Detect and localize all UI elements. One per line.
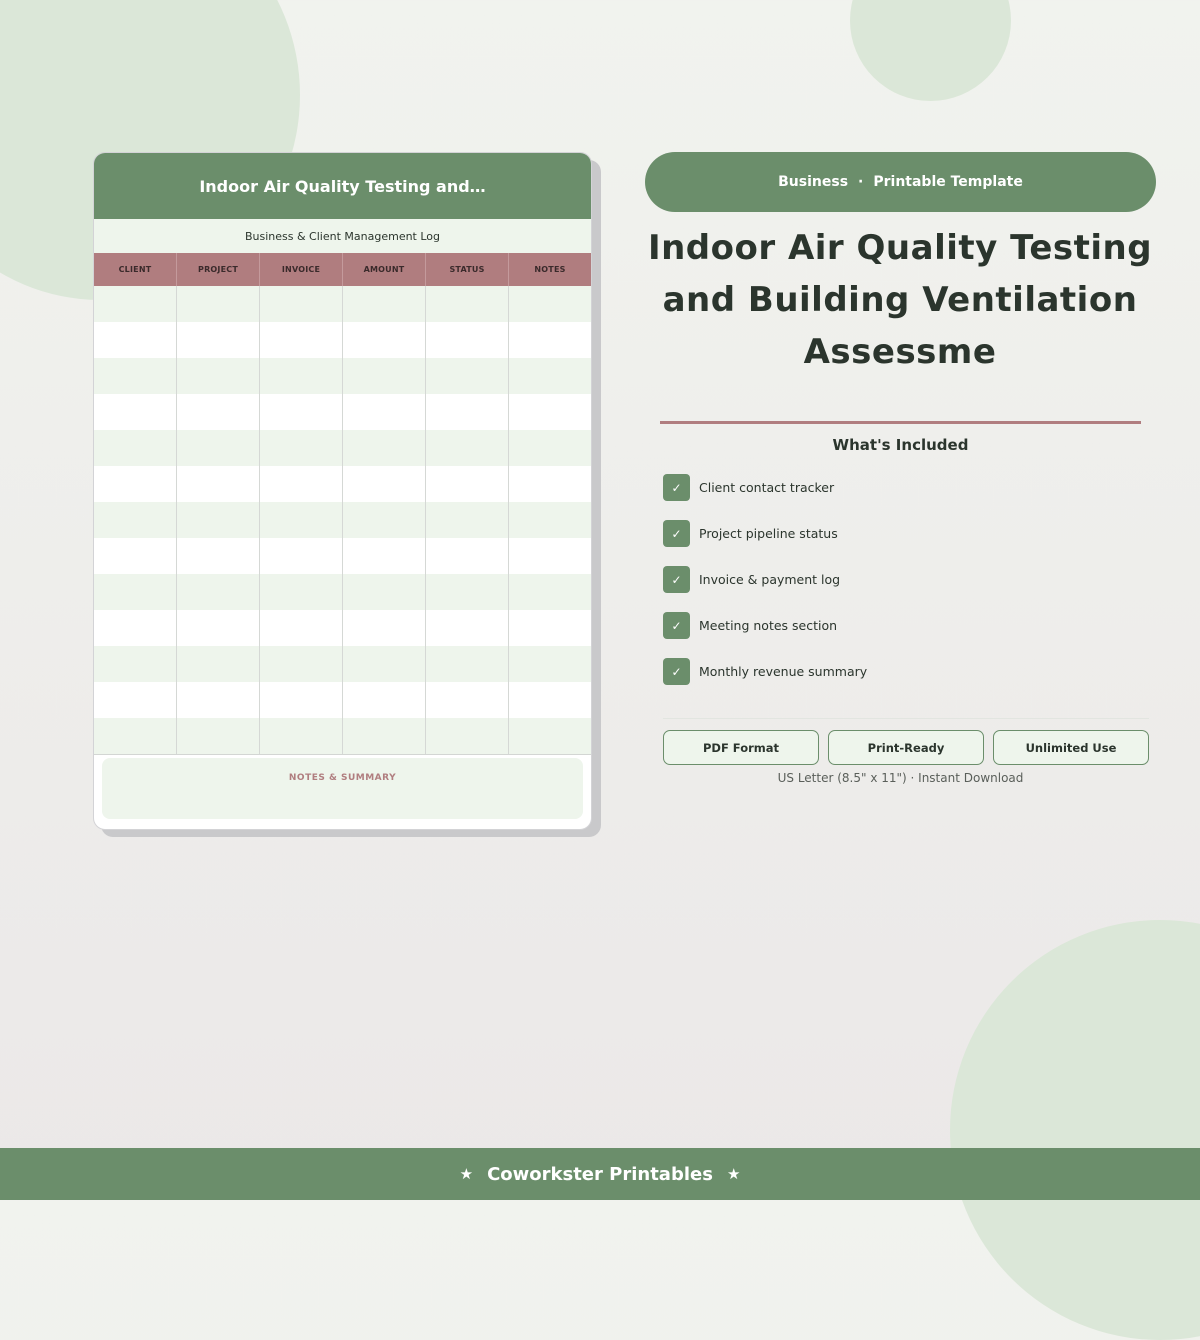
feature-item xyxy=(663,474,867,501)
table-cell xyxy=(94,682,177,718)
table-cell xyxy=(509,538,591,574)
table-cell xyxy=(177,610,260,646)
table-cell xyxy=(260,358,343,394)
category-banner xyxy=(645,152,1156,212)
feature-item xyxy=(663,658,867,685)
checkmark-icon: ✓ xyxy=(663,612,690,639)
product-title: Indoor Air Quality Testing and Building Ventilation Assessme xyxy=(647,228,1153,372)
table-cell xyxy=(260,682,343,718)
preview-subtitle-text: Business & Client Management Log xyxy=(244,229,441,243)
table-cell xyxy=(509,682,591,718)
table-cell xyxy=(426,574,509,610)
table-cell xyxy=(260,538,343,574)
table-cell xyxy=(94,394,177,430)
table-cell xyxy=(343,682,426,718)
table-cell xyxy=(509,610,591,646)
table-cell xyxy=(260,322,343,358)
title-divider xyxy=(660,421,1141,424)
table-cell xyxy=(177,646,260,682)
table-cell xyxy=(426,322,509,358)
table-cell xyxy=(260,286,343,322)
banner-category: Business xyxy=(778,174,849,190)
checkmark-icon: ✓ xyxy=(663,474,690,501)
table-cell xyxy=(177,358,260,394)
table-cell xyxy=(426,358,509,394)
table-cell xyxy=(426,682,509,718)
column-header-status: STATUS xyxy=(426,253,509,286)
table-cell xyxy=(509,502,591,538)
table-cell xyxy=(426,718,509,754)
table-cell xyxy=(177,394,260,430)
template-preview-card xyxy=(93,152,592,830)
table-cell xyxy=(343,286,426,322)
feature-label: Invoice & payment log xyxy=(699,572,841,587)
table-cell xyxy=(260,646,343,682)
table-cell xyxy=(177,538,260,574)
feature-label: Project pipeline status xyxy=(699,526,838,541)
table-cell xyxy=(260,610,343,646)
table-cell xyxy=(94,430,177,466)
preview-table-header xyxy=(94,253,591,286)
column-header-notes: NOTES xyxy=(534,265,566,274)
table-row xyxy=(94,394,591,430)
table-cell xyxy=(94,610,177,646)
table-cell xyxy=(426,610,509,646)
badge-print-ready: Print-Ready xyxy=(828,730,984,765)
table-cell xyxy=(426,466,509,502)
table-cell xyxy=(509,322,591,358)
notes-summary-label: NOTES & SUMMARY xyxy=(288,773,397,783)
table-cell xyxy=(343,322,426,358)
table-cell xyxy=(343,610,426,646)
table-cell xyxy=(426,646,509,682)
notes-summary-box xyxy=(102,758,583,819)
preview-header-title: Indoor Air Quality Testing and… xyxy=(199,176,486,196)
table-cell xyxy=(260,394,343,430)
feature-label: Meeting notes section xyxy=(699,618,838,633)
table-cell xyxy=(177,430,260,466)
preview-subtitle xyxy=(94,219,591,253)
format-note: US Letter (8.5" x 11") · Instant Download xyxy=(777,771,1024,785)
table-cell xyxy=(426,430,509,466)
banner-separator: · xyxy=(858,174,864,190)
table-row xyxy=(94,718,591,754)
column-header-amount: AMOUNT xyxy=(343,253,426,286)
table-cell xyxy=(343,358,426,394)
column-header-client: CLIENT xyxy=(94,253,177,286)
table-row xyxy=(94,430,591,466)
table-row xyxy=(94,538,591,574)
banner-type: Printable Template xyxy=(873,174,1023,190)
table-row xyxy=(94,286,591,322)
table-cell xyxy=(177,682,260,718)
table-cell xyxy=(94,718,177,754)
feature-item xyxy=(663,612,867,639)
table-row xyxy=(94,322,591,358)
brand-footer xyxy=(0,1148,1200,1200)
table-cell xyxy=(343,574,426,610)
checkmark-icon: ✓ xyxy=(663,520,690,547)
column-header-invoice: INVOICE xyxy=(260,253,343,286)
table-cell xyxy=(260,574,343,610)
table-cell xyxy=(94,574,177,610)
table-bottom-divider xyxy=(94,754,591,755)
preview-header xyxy=(94,153,591,219)
table-cell xyxy=(94,502,177,538)
table-cell xyxy=(260,466,343,502)
table-cell xyxy=(509,646,591,682)
table-cell xyxy=(343,394,426,430)
checkmark-icon: ✓ xyxy=(663,566,690,593)
table-row xyxy=(94,502,591,538)
table-cell xyxy=(260,430,343,466)
table-cell xyxy=(343,538,426,574)
table-cell xyxy=(426,502,509,538)
feature-item xyxy=(663,520,867,547)
table-cell xyxy=(177,322,260,358)
table-cell xyxy=(94,358,177,394)
decorative-circle-top-right xyxy=(850,0,1011,101)
table-cell xyxy=(260,502,343,538)
feature-item xyxy=(663,566,867,593)
table-cell xyxy=(509,430,591,466)
whats-included-heading: What's Included xyxy=(832,436,969,454)
table-row xyxy=(94,682,591,718)
table-cell xyxy=(509,718,591,754)
table-cell xyxy=(260,718,343,754)
badge-unlimited-use: Unlimited Use xyxy=(993,730,1149,765)
table-cell xyxy=(94,538,177,574)
table-cell xyxy=(426,286,509,322)
table-cell xyxy=(426,394,509,430)
table-cell xyxy=(509,574,591,610)
star-icon: ★ xyxy=(459,1165,474,1183)
table-cell xyxy=(94,322,177,358)
star-icon: ★ xyxy=(726,1165,741,1183)
table-cell xyxy=(343,718,426,754)
table-cell xyxy=(426,538,509,574)
table-cell xyxy=(509,286,591,322)
table-cell xyxy=(94,286,177,322)
table-cell xyxy=(509,358,591,394)
table-cell xyxy=(94,466,177,502)
format-badges xyxy=(663,730,1149,765)
preview-table-body xyxy=(94,286,591,754)
table-row xyxy=(94,574,591,610)
brand-name: Coworkster Printables xyxy=(487,1163,713,1185)
badge-pdf-format: PDF Format xyxy=(663,730,819,765)
badges-divider xyxy=(663,718,1149,719)
table-cell xyxy=(509,466,591,502)
decorative-circle-bottom-right xyxy=(950,920,1200,1340)
table-cell xyxy=(509,394,591,430)
table-row xyxy=(94,610,591,646)
table-cell xyxy=(343,646,426,682)
table-cell xyxy=(94,646,177,682)
table-cell xyxy=(177,574,260,610)
table-cell xyxy=(177,502,260,538)
table-cell xyxy=(343,430,426,466)
table-cell xyxy=(177,286,260,322)
column-header-project: PROJECT xyxy=(177,253,260,286)
checkmark-icon: ✓ xyxy=(663,658,690,685)
feature-label: Monthly revenue summary xyxy=(699,664,868,679)
table-cell xyxy=(343,466,426,502)
table-row xyxy=(94,646,591,682)
table-row xyxy=(94,358,591,394)
feature-list xyxy=(663,474,867,704)
table-cell xyxy=(177,466,260,502)
table-cell xyxy=(343,502,426,538)
table-cell xyxy=(177,718,260,754)
feature-label: Client contact tracker xyxy=(699,480,835,495)
table-row xyxy=(94,466,591,502)
